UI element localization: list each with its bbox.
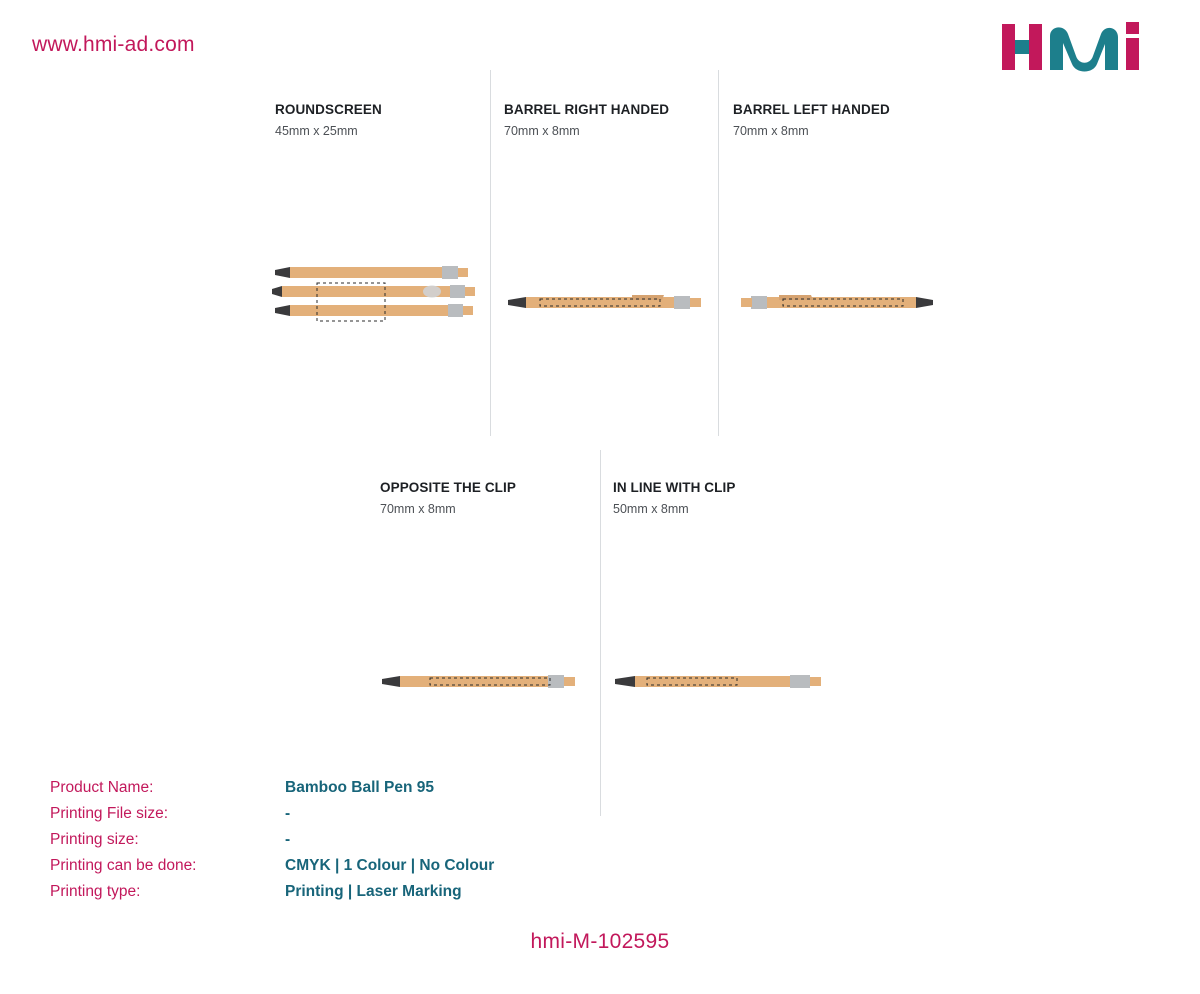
spec-value: Bamboo Ball Pen 95 (285, 779, 435, 796)
panel-title: BARREL RIGHT HANDED (504, 102, 670, 117)
spec-label: Product Name: (50, 779, 154, 796)
product-spec-list (50, 775, 494, 905)
spec-label: Printing File size: (50, 805, 169, 822)
panel-subtitle: 70mm x 8mm (504, 124, 580, 138)
spec-row (50, 775, 494, 801)
pen-illustration-in-line-with-clip (610, 667, 825, 697)
panel-subtitle: 50mm x 8mm (613, 502, 689, 516)
panel-opposite-the-clip (380, 480, 516, 516)
panel-barrel-left-handed (733, 102, 890, 138)
spec-label: Printing can be done: (50, 857, 197, 874)
spec-value: - (285, 805, 291, 822)
site-url[interactable]: www.hmi-ad.com (32, 33, 195, 56)
pen-illustration-roundscreen (272, 262, 482, 330)
spec-value: Printing | Laser Marking (285, 883, 462, 900)
column-divider-3 (600, 450, 601, 816)
panel-subtitle: 70mm x 8mm (733, 124, 809, 138)
spec-label: Printing type: (50, 883, 141, 900)
column-divider-1 (490, 70, 491, 436)
panel-title: ROUNDSCREEN (275, 102, 382, 117)
panel-subtitle: 70mm x 8mm (380, 502, 456, 516)
spec-value: - (285, 831, 291, 848)
spec-value: CMYK | 1 Colour | No Colour (285, 857, 495, 874)
hmi-logo (1002, 22, 1172, 74)
spec-row (50, 801, 494, 827)
pen-illustration-opposite-the-clip (378, 667, 583, 697)
pen-illustration-barrel-right-handed (504, 288, 709, 318)
column-divider-2 (718, 70, 719, 436)
spec-row (50, 827, 494, 853)
spec-label: Printing size: (50, 831, 139, 848)
spec-row (50, 853, 494, 879)
spec-row (50, 879, 494, 905)
panel-subtitle: 45mm x 25mm (275, 124, 358, 138)
pen-illustration-barrel-left-handed (733, 288, 938, 318)
panel-title: BARREL LEFT HANDED (733, 102, 890, 117)
product-sku: hmi-M-102595 (530, 930, 670, 953)
panel-title: IN LINE WITH CLIP (613, 480, 736, 495)
panel-barrel-right-handed (504, 102, 669, 138)
panel-roundscreen (275, 102, 382, 138)
panel-title: OPPOSITE THE CLIP (380, 480, 516, 495)
panel-in-line-with-clip (613, 480, 735, 516)
